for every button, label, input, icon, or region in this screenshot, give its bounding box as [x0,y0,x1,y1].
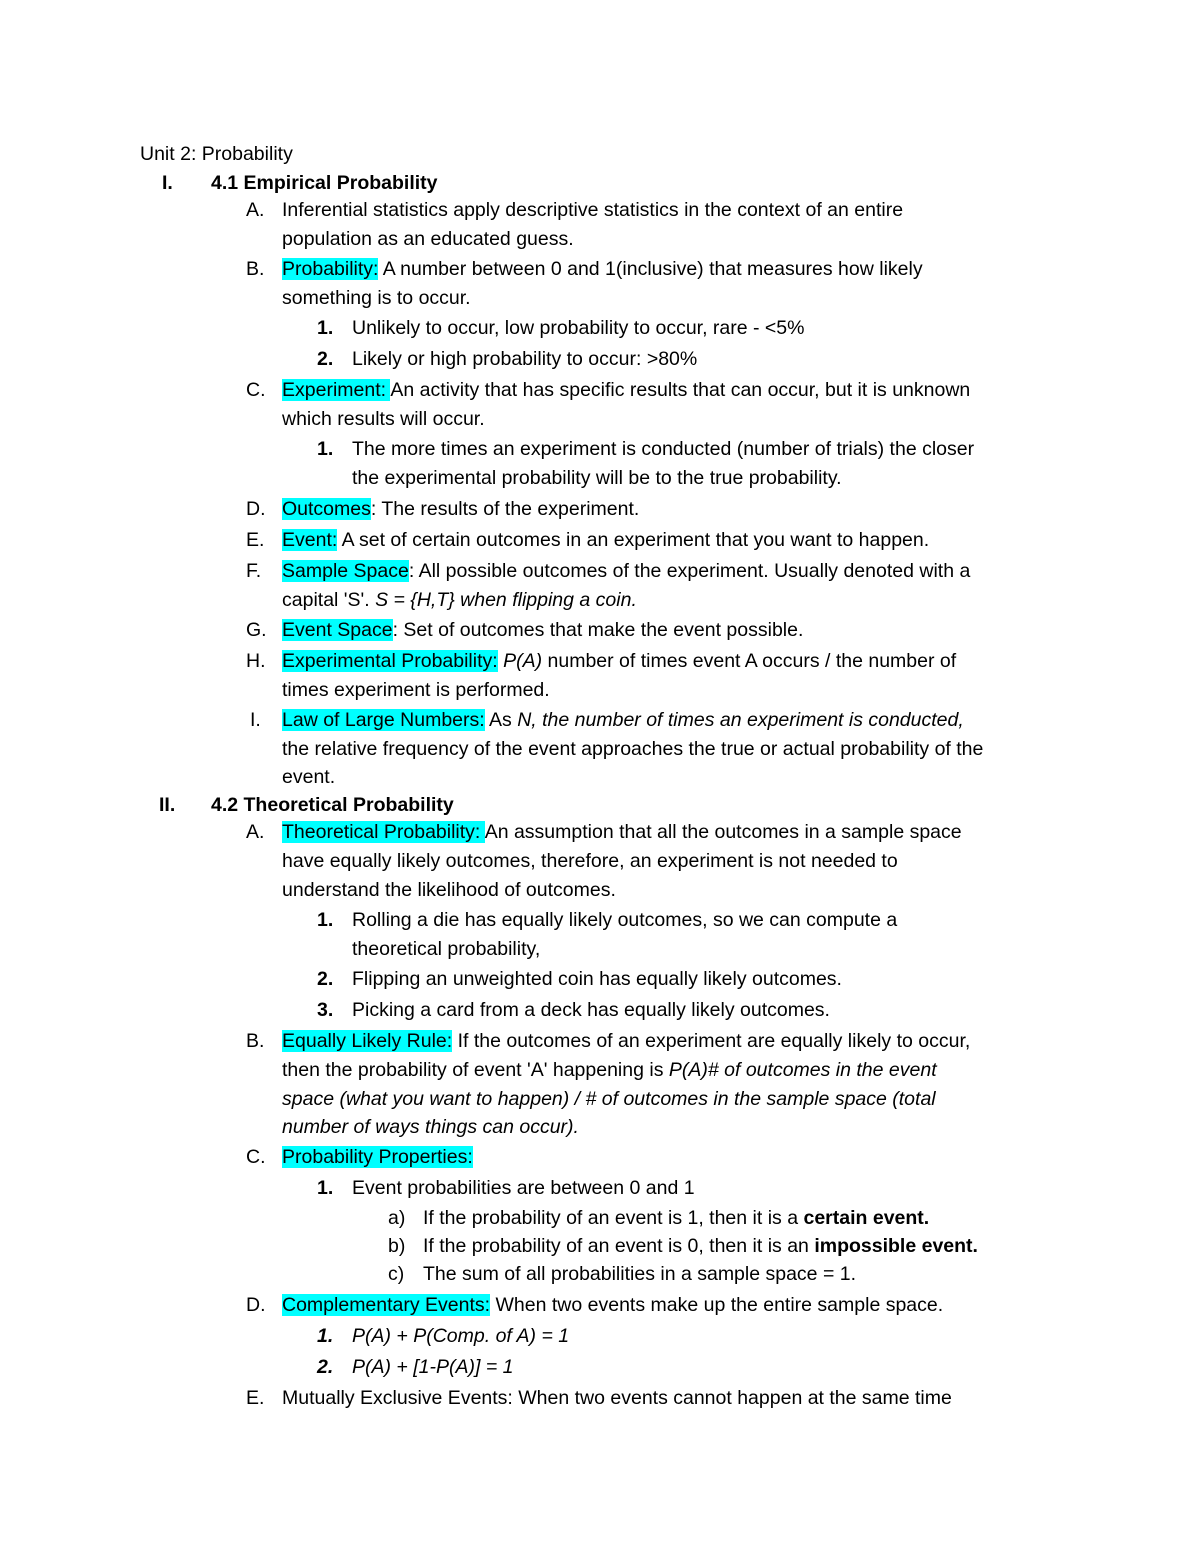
s2-c-sub-a [423,1206,929,1230]
s1-f-line2-plain: capital 'S'. [282,589,376,611]
s2-c-sub-a-plain: If the probability of an event is 1, then it is a [423,1207,804,1229]
s1-h-italic: P(A) [497,650,543,672]
s2-d-line1 [282,1293,943,1317]
section-1-marker: I. [162,172,173,194]
s2-c-sub-c: The sum of all probabilities in a sample space = 1. [423,1263,857,1285]
s2-b-rest: If the outcomes of an experiment are equally likely to occur, [452,1030,971,1052]
s2-d-marker: D. [246,1294,266,1316]
term-experiment: Experiment: [282,379,391,401]
s1-d-rest: : The results of the experiment. [370,498,640,520]
s2-c-sub-b [423,1234,978,1258]
s1-g-rest: : Set of outcomes that make the event possible. [392,619,804,641]
term-event-space: Event Space [282,619,393,641]
term-probability-properties: Probability Properties: [282,1146,473,1168]
s1-c-item1-line1: The more times an experiment is conducted (number of trials) the closer [352,438,975,460]
s2-c-sub-b-bold: impossible event. [814,1235,978,1257]
s2-c-sub-b-plain: If the probability of an event is 0, then it is an [423,1235,815,1257]
s2-d-item1: P(A) + P(Comp. of A) = 1 [352,1325,570,1347]
s2-b-line4: number of ways things can occur). [282,1116,579,1138]
s1-h-line2: times experiment is performed. [282,679,550,701]
term-sample-space: Sample Space [282,560,409,582]
s2-a-line2: have equally likely outcomes, therefore, an experiment is not needed to [282,850,898,872]
s2-d-item1-marker: 1. [317,1325,334,1347]
term-equally-likely-rule: Equally Likely Rule: [282,1030,453,1052]
s1-b-marker: B. [246,258,265,280]
s1-a-line1: Inferential statistics apply descriptive statistics in the context of an entire [282,199,904,221]
s1-f-marker: F. [246,560,262,582]
s2-c-sub-b-marker: b) [388,1235,406,1257]
s1-b-item2-marker: 2. [317,348,334,370]
s2-b-line3: space (what you want to happen) / # of outcomes in the sample space (total [282,1088,936,1110]
s1-f-line2-italic: S = {H,T} when flipping a coin. [375,589,637,611]
s1-c-line2: which results will occur. [282,408,485,430]
s1-f-line2 [282,588,637,612]
s1-i-line3: event. [282,766,336,788]
s2-b-line2-plain: then the probability of event 'A' happening is [282,1059,669,1081]
s1-b-item2: Likely or high probability to occur: >80% [352,348,698,370]
s2-d-rest: When two events make up the entire sample space. [490,1294,944,1316]
s1-d-marker: D. [246,498,266,520]
s2-b-marker: B. [246,1030,265,1052]
s1-i-line1 [282,708,964,732]
term-complementary-events: Complementary Events: [282,1294,491,1316]
s2-e-marker: E. [246,1387,265,1409]
s1-h-rest: number of times event A occurs / the number of [542,650,957,672]
s1-e-marker: E. [246,529,265,551]
s2-a-marker: A. [246,821,265,843]
term-event: Event: [282,529,338,551]
s1-c-item1-line2: the experimental probability will be to the true probability. [352,467,842,489]
s1-e-line1 [282,528,929,552]
s2-c-sub-a-marker: a) [388,1207,406,1229]
section-2-heading: 4.2 Theoretical Probability [211,794,454,816]
s2-a-rest: An assumption that all the outcomes in a sample space [484,821,962,843]
s1-b-item1-marker: 1. [317,317,334,339]
s1-g-line1 [282,618,803,642]
s1-b-rest: A number between 0 and 1(inclusive) that measures how likely [378,258,923,280]
s2-a-item3-marker: 3. [317,999,334,1021]
s2-a-item1-line1: Rolling a die has equally likely outcomes, so we can compute a [352,909,898,931]
section-1-heading: 4.1 Empirical Probability [211,172,438,194]
s1-f-rest: : All possible outcomes of the experiment. Usually denoted with a [408,560,971,582]
s1-c-item1-marker: 1. [317,438,334,460]
s2-a-item2: Flipping an unweighted coin has equally likely outcomes. [352,968,842,990]
s2-d-item2: P(A) + [1-P(A)] = 1 [352,1356,514,1378]
s1-a-line2: population as an educated guess. [282,228,574,250]
s2-c-sub-c-marker: c) [388,1263,405,1285]
unit-title: Unit 2: Probability [140,143,293,165]
s2-a-item1-marker: 1. [317,909,334,931]
s2-c-item1-marker: 1. [317,1177,334,1199]
s2-a-item1-line2: theoretical probability, [352,938,541,960]
s2-c-item1: Event probabilities are between 0 and 1 [352,1177,695,1199]
s1-i-plain: As [484,709,518,731]
s1-h-marker: H. [246,650,266,672]
s1-b-line2: something is to occur. [282,287,471,309]
s1-b-item1: Unlikely to occur, low probability to occur, rare - <5% [352,317,805,339]
s2-e-line1: Mutually Exclusive Events: When two events cannot happen at the same time [282,1387,952,1409]
s2-b-line2-italic: P(A)# of outcomes in the event [668,1059,937,1081]
s1-c-rest: An activity that has specific results that can occur, but it is unknown [390,379,971,401]
s2-b-line1 [282,1029,970,1053]
s1-e-rest: A set of certain outcomes in an experiment that you want to happen. [337,529,930,551]
s2-a-line1 [282,820,962,844]
term-theoretical-probability: Theoretical Probability: [282,821,485,843]
s1-c-marker: C. [246,379,266,401]
s1-b-line1 [282,257,923,281]
s2-b-line2 [282,1058,937,1082]
s1-g-marker: G. [246,619,267,641]
s1-i-italic: N, the number of times an experiment is conducted, [517,709,964,731]
s1-i-marker: I. [250,709,261,731]
term-law-of-large-numbers: Law of Large Numbers: [282,709,485,731]
s2-a-item3: Picking a card from a deck has equally likely outcomes. [352,999,830,1021]
s2-d-item2-marker: 2. [317,1356,334,1378]
term-outcomes: Outcomes [282,498,371,520]
s1-i-line2: the relative frequency of the event approaches the true or actual probability of the [282,738,984,760]
s1-a-marker: A. [246,199,265,221]
term-experimental-probability: Experimental Probability: [282,650,498,672]
s1-c-line1 [282,378,970,402]
term-probability: Probability: [282,258,379,280]
s2-c-line1 [282,1145,473,1169]
s1-f-line1 [282,559,970,583]
s2-a-item2-marker: 2. [317,968,334,990]
s1-h-line1 [282,649,956,673]
s2-c-sub-a-bold: certain event. [803,1207,930,1229]
section-2-marker: II. [159,794,176,816]
s2-a-line3: understand the likelihood of outcomes. [282,879,616,901]
s2-c-marker: C. [246,1146,266,1168]
s1-d-line1 [282,497,639,521]
